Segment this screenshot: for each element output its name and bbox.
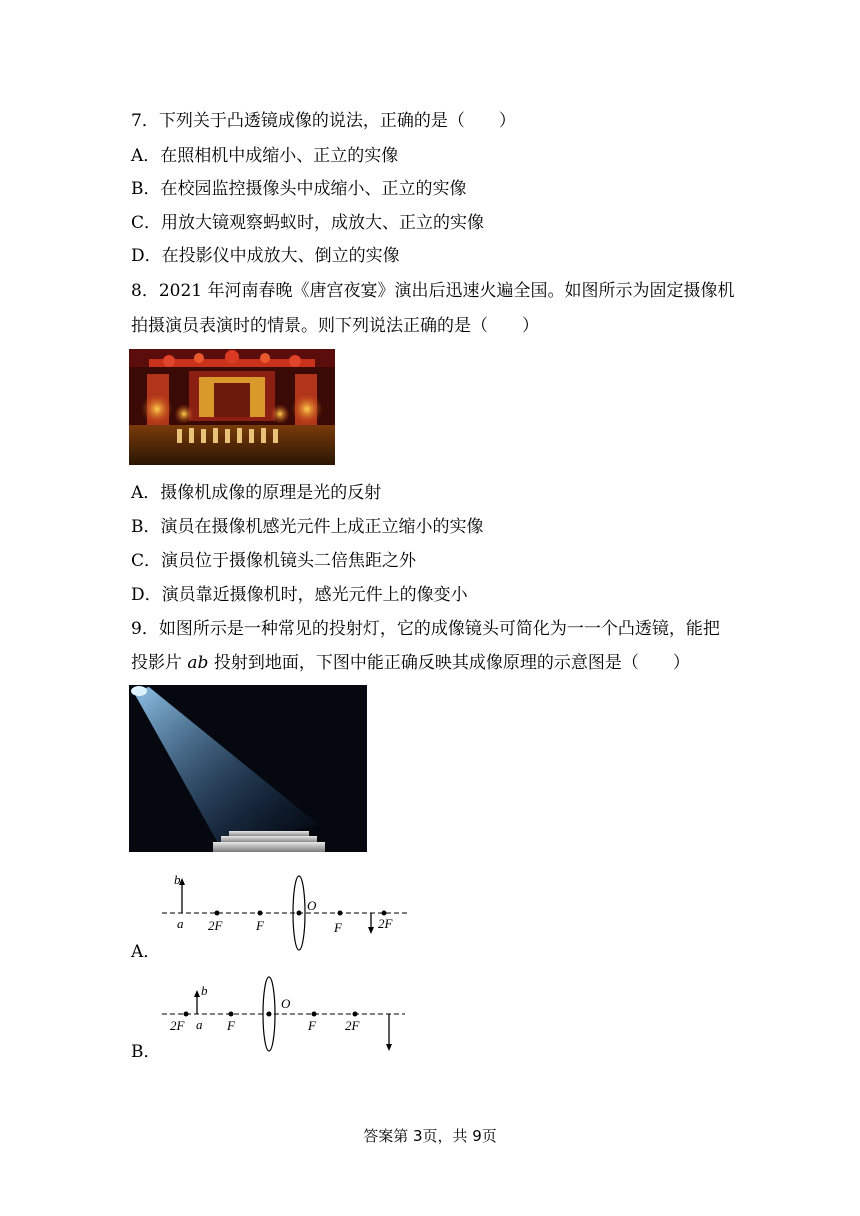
diagram-option-b bbox=[150, 975, 420, 1060]
object-arrow-head bbox=[194, 990, 200, 997]
label-2f-right: 2F bbox=[345, 1018, 360, 1033]
image-arrow-head bbox=[368, 927, 374, 934]
q9-stem-line2-ab: ab bbox=[187, 653, 209, 673]
q9-stem-line2-post: 投射到地面，下图中能正确反映其成像原理的示意图是（ ） bbox=[208, 653, 690, 673]
page-footer: 答案第 3页，共 9页 bbox=[363, 1127, 497, 1145]
q7-option-b: B．在校园监控摄像头中成缩小、正立的实像 bbox=[131, 179, 467, 199]
q9-stem-line1: 9．如图所示是一种常见的投射灯，它的成像镜头可简化为一一个凸透镜，能把 bbox=[131, 619, 720, 639]
q8-option-a: A．摄像机成像的原理是光的反射 bbox=[131, 483, 382, 503]
stage-performance-photo bbox=[129, 349, 335, 465]
point-f-right bbox=[338, 911, 343, 916]
q8-option-d: D．演员靠近摄像机时，感光元件上的像变小 bbox=[131, 585, 468, 605]
q7-option-c: C．用放大镜观察蚂蚁时，成放大、正立的实像 bbox=[131, 213, 485, 233]
image-arrow-head bbox=[386, 1044, 392, 1051]
q9-stem-line2 bbox=[131, 651, 690, 675]
label-o: O bbox=[307, 898, 317, 913]
point-2f-left bbox=[184, 1012, 189, 1017]
point-f-left bbox=[229, 1012, 234, 1017]
point-f-right bbox=[312, 1012, 317, 1017]
label-f-right: F bbox=[308, 1018, 316, 1033]
q8-option-c: C．演员位于摄像机镜头二倍焦距之外 bbox=[131, 551, 417, 571]
label-o: O bbox=[281, 996, 291, 1011]
point-2f-right bbox=[353, 1012, 358, 1017]
q9-option-b-label: B． bbox=[131, 1042, 161, 1062]
q8-option-b: B．演员在摄像机感光元件上成正立缩小的实像 bbox=[131, 517, 484, 537]
point-2f-right bbox=[382, 911, 387, 916]
optical-center bbox=[267, 1012, 272, 1017]
label-2f-right: 2F bbox=[378, 916, 393, 931]
q9-stem-line2-pre: 投影片 bbox=[131, 653, 188, 673]
label-a: a bbox=[196, 1017, 203, 1032]
q8-stem-line1: 8．2021 年河南春晚《唐宫夜宴》演出后迅速火遍全国。如图所示为固定摄像机 bbox=[131, 281, 735, 301]
label-2f-left: 2F bbox=[208, 918, 223, 933]
label-f-right: F bbox=[334, 920, 342, 935]
q7-option-d: D．在投影仪中成放大、倒立的实像 bbox=[131, 246, 400, 266]
point-2f-left bbox=[215, 911, 220, 916]
label-b: b bbox=[174, 872, 181, 887]
q9-option-a-label: A． bbox=[131, 942, 161, 962]
optical-center bbox=[297, 911, 302, 916]
label-f-left: F bbox=[227, 1018, 235, 1033]
q7-option-a: A．在照相机中成缩小、正立的实像 bbox=[131, 146, 399, 166]
label-2f-left: 2F bbox=[170, 1018, 185, 1033]
diagram-option-a bbox=[150, 868, 420, 953]
q7-stem: 7．下列关于凸透镜成像的说法，正确的是（ ） bbox=[131, 111, 516, 131]
point-f-left bbox=[258, 911, 263, 916]
label-f-left: F bbox=[256, 918, 264, 933]
spotlight-photo bbox=[129, 685, 367, 852]
label-a: a bbox=[177, 916, 184, 931]
q8-stem-line2: 拍摄演员表演时的情景。则下列说法正确的是（ ） bbox=[131, 316, 539, 336]
label-b: b bbox=[201, 983, 208, 998]
